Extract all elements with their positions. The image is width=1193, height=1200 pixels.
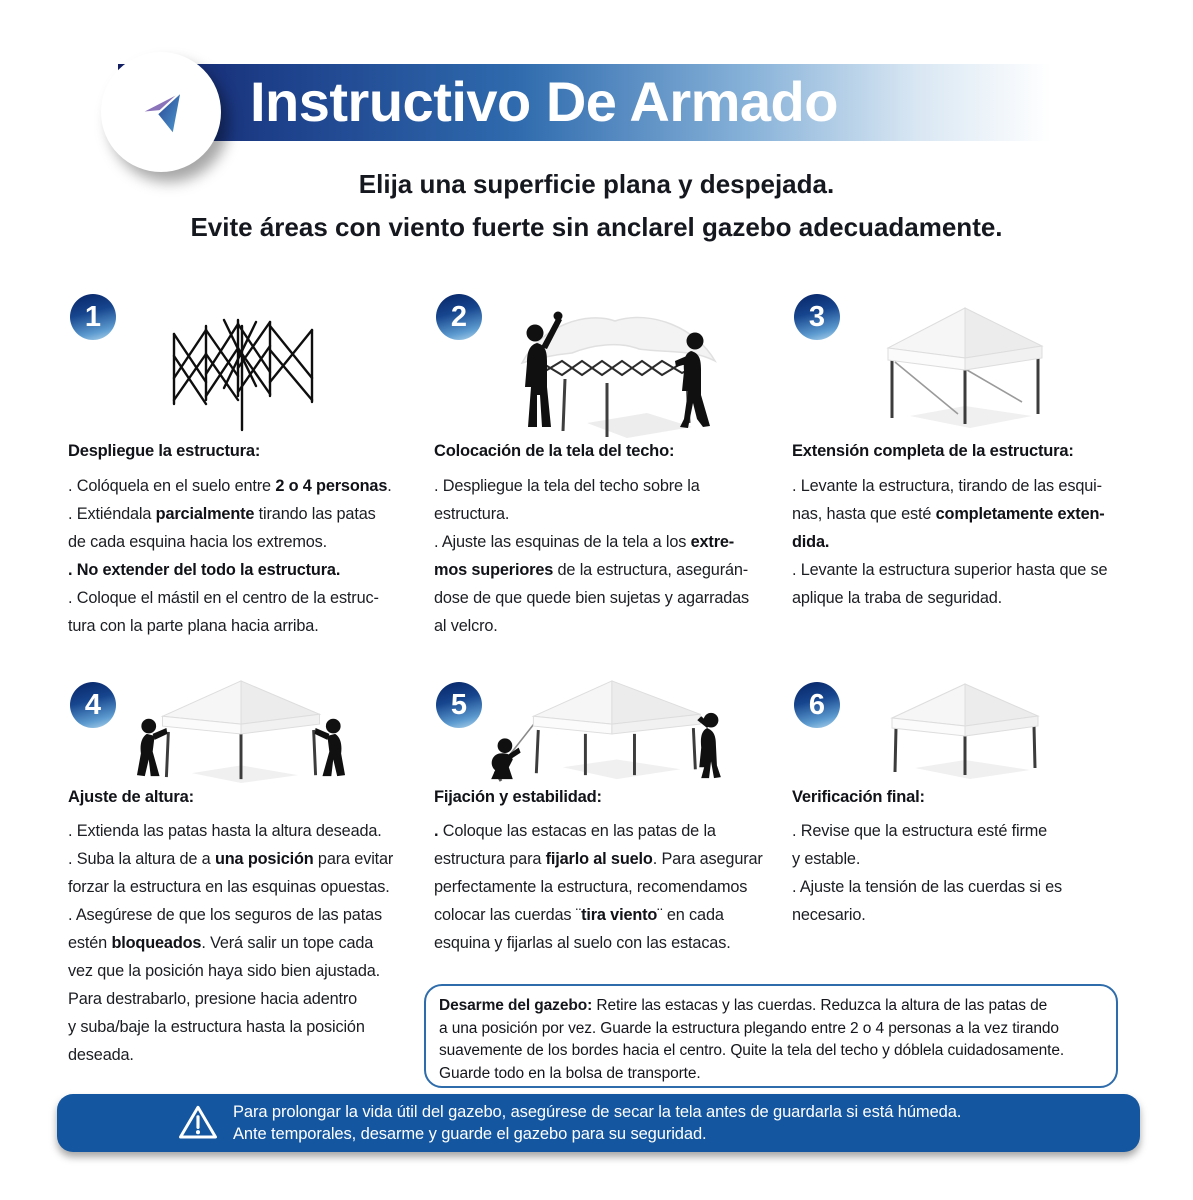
- text-line: . Ajuste las esquinas de la tela a los extre-: [434, 533, 735, 551]
- text-line: mos superiores de la estructura, asegurán-: [434, 561, 749, 579]
- step-number: 4: [84, 688, 102, 721]
- page-title: Instructivo De Armado: [250, 69, 838, 133]
- text-line: . Coloque el mástil en el centro de la estruc-: [68, 589, 379, 607]
- text-line: a una posición por vez. Guarde la estructura plegando entre 2 o 4 personas a la vez tirando: [439, 1019, 1059, 1037]
- step-number: 2: [450, 300, 468, 333]
- text-line: . No extender del todo la estructura.: [68, 561, 341, 579]
- text-line: . Despliegue la tela del techo sobre la: [434, 477, 700, 495]
- text-line: al velcro.: [434, 617, 498, 635]
- step-1-text: [68, 472, 392, 640]
- step-4-text: [68, 817, 393, 1069]
- text-line: Desarme del gazebo: Retire las estacas y las cuerdas. Reduzca la altura de las patas de: [439, 997, 1048, 1014]
- text-line: Guarde todo en la bolsa de transporte.: [439, 1064, 701, 1082]
- disassembly-note: [424, 984, 1118, 1088]
- text-line: necesario.: [792, 906, 866, 924]
- text-line: aplique la traba de seguridad.: [792, 589, 1003, 607]
- text-line: . Colóquela en el suelo entre 2 o 4 personas.: [68, 477, 392, 495]
- text-line: estructura.: [434, 505, 510, 523]
- warning-text: [233, 1101, 961, 1145]
- text-line: forzar la estructura en las esquinas opuestas.: [68, 878, 390, 896]
- warning-line-1: Para prolongar la vida útil del gazebo, asegúrese de secar la tela antes de guardarla si está húmeda.: [233, 1103, 962, 1121]
- step-6-text: [792, 817, 1062, 929]
- step-4-number-badge: [70, 682, 116, 728]
- header-banner: [118, 64, 1070, 141]
- text-line: tura con la parte plana hacia arriba.: [68, 617, 319, 635]
- text-line: de cada esquina hacia los extremos.: [68, 533, 328, 551]
- text-line: y suba/baje la estructura hasta la posición: [68, 1018, 365, 1036]
- text-line: y estable.: [792, 850, 861, 868]
- text-line: esquina y fijarlas al suelo con las estacas.: [434, 934, 731, 952]
- text-line: . Levante la estructura, tirando de las esqui-: [792, 477, 1102, 495]
- text-line: . Revise que la estructura esté firme: [792, 822, 1048, 840]
- illustration-height-adjustment: [68, 676, 414, 784]
- text-line: dida.: [792, 533, 830, 551]
- step-number: 3: [808, 300, 826, 333]
- step-6-title: Verificación final:: [792, 788, 925, 806]
- step-6-number-badge: [794, 682, 840, 728]
- text-line: . Coloque las estacas en las patas de la: [434, 822, 716, 840]
- step-2-text: [434, 472, 749, 640]
- text-line: nas, hasta que esté completamente exten-: [792, 505, 1105, 523]
- step-2-number-badge: [436, 294, 482, 340]
- step-1-title: Despliegue la estructura:: [68, 442, 261, 460]
- step-1-number-badge: [70, 294, 116, 340]
- illustration-placing-canopy-fabric: [434, 290, 780, 442]
- step-number: 5: [450, 688, 468, 721]
- paper-plane-icon: [128, 79, 194, 145]
- step-4-title: Ajuste de altura:: [68, 788, 194, 806]
- text-line: dose de que quede bien sujetas y agarradas: [434, 589, 750, 607]
- step-number: 6: [808, 688, 826, 721]
- text-line: . Levante la estructura superior hasta que se: [792, 561, 1108, 579]
- step-5-title: Fijación y estabilidad:: [434, 788, 602, 806]
- step-number: 1: [84, 300, 102, 333]
- warning-line-2: Ante temporales, desarme y guarde el gazebo para su seguridad.: [233, 1125, 707, 1143]
- illustration-final-check: [792, 676, 1138, 784]
- text-line: suavemente de los bordes hacia el centro. Quite la tela del techo y dóblela cuidadosamente.: [439, 1042, 1065, 1059]
- text-line: . Asegúrese de que los seguros de las patas: [68, 906, 382, 924]
- text-line: . Ajuste la tensión de las cuerdas si es: [792, 878, 1063, 896]
- step-3-number-badge: [794, 294, 840, 340]
- step-5-text: [434, 817, 763, 957]
- text-line: vez que la posición haya sido bien ajustada.: [68, 962, 381, 980]
- illustration-staking-and-stability: [434, 676, 780, 784]
- text-line: estructura para fijarlo al suelo. Para asegurar: [434, 850, 763, 868]
- step-2-title: Colocación de la tela del techo:: [434, 442, 675, 460]
- text-line: Para destrabarlo, presione hacia adentro: [68, 990, 358, 1008]
- text-line: colocar las cuerdas ¨tira viento¨ en cada: [434, 906, 724, 924]
- text-line: . Extienda las patas hasta la altura deseada.: [68, 822, 382, 840]
- disassembly-text: [439, 995, 1103, 1085]
- warning-banner: [57, 1094, 1140, 1152]
- text-line: . Suba la altura de a una posición para evitar: [68, 850, 394, 868]
- step-5-number-badge: [436, 682, 482, 728]
- text-line: perfectamente la estructura, recomendamos: [434, 878, 748, 896]
- intro-line-1: Elija una superficie plana y despejada.: [358, 169, 835, 199]
- logo: [101, 52, 221, 172]
- text-line: estén bloqueados. Verá salir un tope cada: [68, 934, 374, 952]
- warning-triangle-icon: [177, 1102, 219, 1144]
- intro-line-2: Evite áreas con viento fuerte sin anclarel gazebo adecuadamente.: [190, 212, 1003, 242]
- text-line: deseada.: [68, 1046, 134, 1064]
- text-line: . Extiéndala parcialmente tirando las patas: [68, 505, 376, 523]
- illustration-folded-frame: [68, 290, 414, 442]
- step-3-text: [792, 472, 1107, 612]
- illustration-fully-extended-structure: [792, 290, 1138, 442]
- step-3-title: Extensión completa de la estructura:: [792, 442, 1074, 460]
